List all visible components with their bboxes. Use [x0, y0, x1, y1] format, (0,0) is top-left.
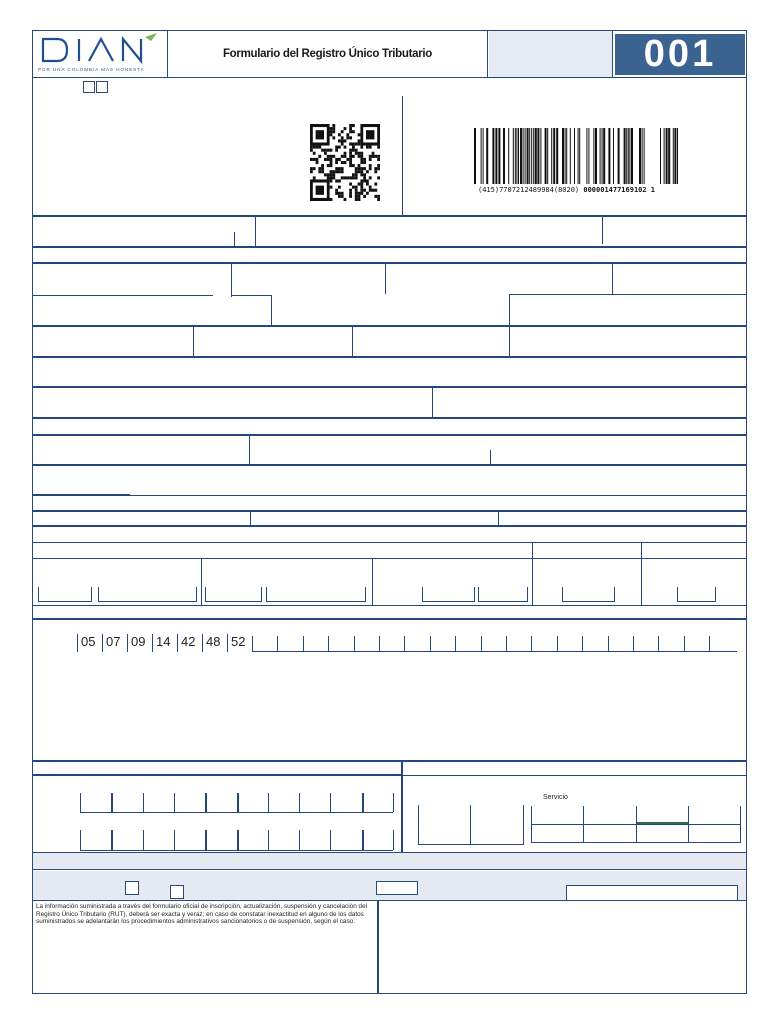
code-box-divider — [277, 636, 278, 652]
col-line — [372, 559, 373, 605]
date-entry-box[interactable] — [38, 587, 92, 602]
row-line-short — [33, 494, 130, 496]
row-line-12 — [33, 618, 746, 620]
entry-box-divider — [111, 793, 113, 812]
row-line — [130, 495, 746, 496]
col-line — [498, 511, 499, 526]
col-tick — [234, 232, 235, 246]
code-box-divider — [582, 636, 583, 652]
row-line — [231, 295, 271, 296]
col-line — [352, 326, 353, 357]
signature-checkbox-2[interactable] — [170, 885, 184, 899]
code-value[interactable]: 07 — [106, 634, 121, 649]
col-line — [385, 263, 386, 294]
col-line — [532, 543, 533, 605]
entry-box-divider — [111, 830, 113, 850]
row-line-5 — [33, 356, 746, 358]
code-value[interactable]: 05 — [81, 634, 96, 649]
code-box-divider — [127, 634, 128, 652]
entry-box-divider — [174, 830, 175, 850]
entry-box-divider — [80, 830, 81, 850]
code-row — [77, 634, 737, 652]
grey-band-1 — [33, 852, 746, 870]
col-line — [255, 216, 256, 248]
row-line-13 — [33, 760, 746, 762]
entry-box-divider — [299, 793, 300, 812]
code-box-divider — [379, 636, 380, 652]
code-row-baseline — [252, 651, 737, 652]
entry-baseline — [80, 850, 393, 851]
code-box-divider — [102, 634, 103, 652]
header-divider — [33, 77, 746, 78]
servicio-col-line — [688, 806, 689, 843]
row-line — [403, 775, 746, 776]
row-line-4 — [33, 325, 746, 327]
col-line — [201, 559, 202, 605]
col-line — [271, 295, 272, 326]
code-box-divider — [354, 636, 355, 652]
row-line-1 — [33, 215, 746, 217]
form-title: Formulario del Registro Único Tributario — [168, 31, 488, 77]
entry-box-divider — [174, 793, 175, 812]
entry-box-divider — [362, 793, 364, 812]
entry-box-divider — [143, 830, 144, 850]
entry-box-divider — [268, 830, 269, 850]
box-divider — [470, 805, 471, 845]
header-grey-cell — [489, 31, 613, 77]
top-checkbox-1[interactable] — [83, 81, 95, 93]
row-line — [33, 605, 746, 606]
servicio-label: Servicio — [543, 794, 568, 801]
signature-field-wide[interactable] — [566, 885, 738, 901]
code-box-divider — [608, 636, 609, 652]
code-value[interactable]: 52 — [231, 634, 246, 649]
entry-box-divider — [237, 830, 239, 850]
col-line — [193, 326, 194, 357]
row-line — [33, 542, 746, 543]
date-entry-box[interactable] — [422, 587, 475, 602]
code-box-divider — [633, 636, 634, 652]
code-box-divider — [252, 636, 253, 652]
code-value[interactable]: 14 — [156, 634, 171, 649]
row-line-2 — [33, 246, 746, 248]
code-box-divider — [328, 636, 329, 652]
signature-checkbox-1[interactable] — [125, 881, 139, 895]
row-line — [33, 774, 403, 776]
date-entry-box[interactable] — [98, 587, 197, 602]
code-box-divider — [684, 636, 685, 652]
code-box-divider — [531, 636, 532, 652]
code-value[interactable]: 48 — [206, 634, 221, 649]
date-entry-box[interactable] — [677, 587, 716, 602]
barcode-prefix: (415)7707212489984(8020) — [478, 186, 580, 194]
entry-box-divider — [362, 830, 364, 850]
row-line — [33, 295, 213, 296]
col-line — [612, 263, 613, 294]
row-line-8 — [33, 434, 746, 436]
code-box-divider — [430, 636, 431, 652]
date-entry-box[interactable] — [478, 587, 528, 602]
qr-barcode-divider — [402, 96, 403, 216]
row-line-11 — [33, 525, 746, 527]
code-box-divider — [481, 636, 482, 652]
col-line — [377, 901, 379, 994]
entry-box-divider — [143, 793, 144, 812]
code-box-divider — [303, 636, 304, 652]
top-checkbox-2[interactable] — [96, 81, 108, 93]
entry-box-divider — [330, 830, 331, 850]
row-line — [33, 558, 746, 559]
code-box-divider — [404, 636, 405, 652]
entry-box-divider — [299, 830, 300, 850]
servicio-col-line — [636, 806, 637, 843]
row-line-10 — [33, 510, 746, 512]
entry-box-divider — [330, 793, 331, 812]
code-value[interactable]: 09 — [131, 634, 146, 649]
legal-disclaimer: La información suministrada a través del formulario oficial de inscripción, actualización, suspensión y cancelación del Registro Único Tributario (RUT), deberá ser exacta y veraz; en caso de constatar inexactitud en alguno de los datos suministrados se adelantarán los procedimientos administrativos sancionatorios o de suspensión, según el caso. — [36, 903, 368, 926]
entry-box-divider — [80, 793, 81, 812]
entry-box-divider — [237, 793, 239, 812]
col-line — [231, 263, 232, 297]
row-line — [510, 294, 746, 295]
date-entry-box[interactable] — [562, 587, 615, 602]
code-box-divider — [658, 636, 659, 652]
code-box-divider — [455, 636, 456, 652]
date-entry-box[interactable] — [266, 587, 366, 602]
form-number-badge: 001 — [615, 34, 745, 75]
code-box-divider — [506, 636, 507, 652]
code-box-divider — [177, 634, 178, 652]
col-tick — [490, 450, 491, 465]
logo-tagline: POR UNA COLOMBIA MÁS HONESTA — [38, 67, 145, 72]
barcode-icon — [474, 128, 684, 184]
code-box-divider — [152, 634, 153, 652]
col-line — [602, 216, 603, 244]
entry-box-divider — [268, 793, 269, 812]
barcode-number — [478, 186, 655, 194]
code-box-divider — [202, 634, 203, 652]
code-value[interactable]: 42 — [181, 634, 196, 649]
entry-baseline — [80, 812, 393, 813]
code-box-divider — [227, 634, 228, 652]
entry-box-divider — [205, 830, 207, 850]
col-line — [249, 435, 250, 465]
row-line-7 — [33, 417, 746, 419]
code-box-divider — [77, 634, 78, 652]
entry-box-divider — [205, 793, 207, 812]
row-line-9 — [33, 464, 746, 466]
servicio-highlight — [637, 822, 689, 824]
row-line-3 — [33, 262, 746, 264]
code-box-divider — [709, 636, 710, 652]
barcode-suffix: 000001477169102 1 — [583, 186, 656, 194]
col-line — [641, 543, 642, 605]
entry-box-divider — [393, 830, 394, 850]
code-box-divider — [557, 636, 558, 652]
signature-field-small[interactable] — [376, 881, 418, 895]
entry-box-divider — [393, 793, 394, 812]
row-line-6 — [33, 386, 746, 388]
servicio-box-left[interactable] — [418, 805, 524, 845]
col-line — [432, 387, 433, 418]
col-line — [250, 511, 251, 526]
qr-code-icon — [310, 124, 380, 202]
servicio-col-line — [583, 806, 584, 843]
date-entry-box[interactable] — [205, 587, 262, 602]
